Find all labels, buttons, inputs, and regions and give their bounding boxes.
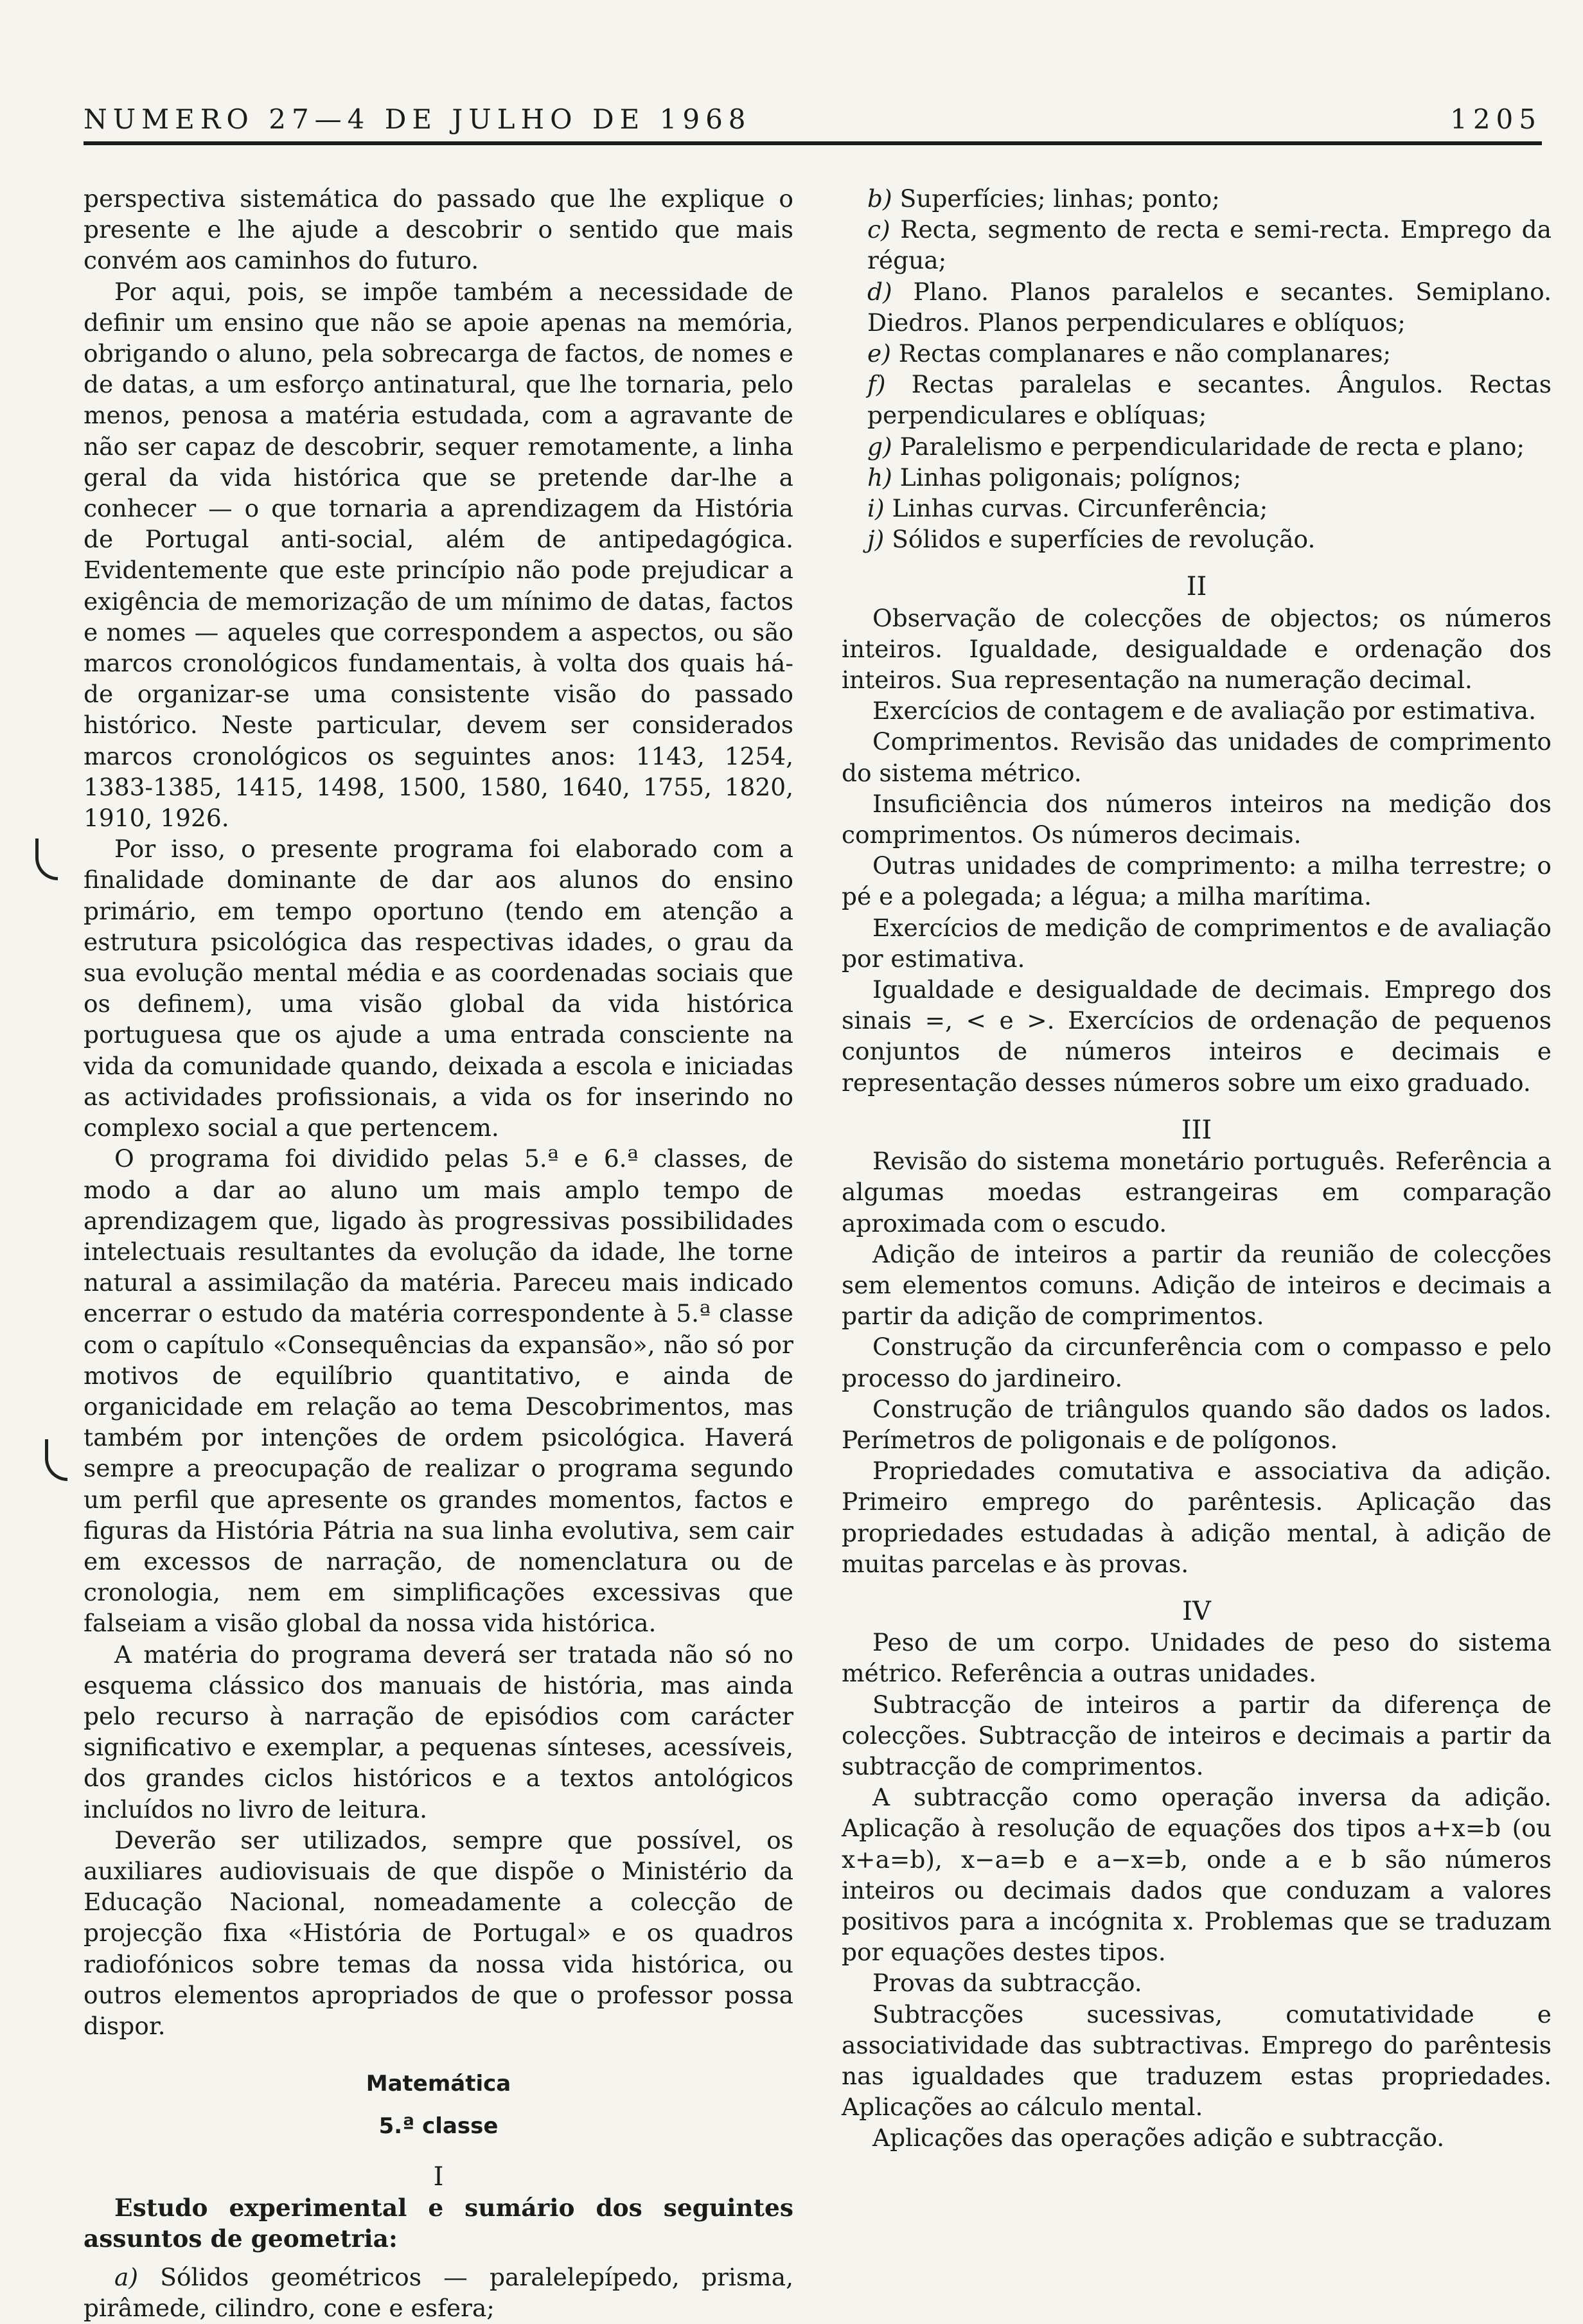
paragraph: Construção da circunferência com o compasso e pelo processo do jardineiro. (842, 1333, 1552, 1392)
paragraph: Por isso, o presente programa foi elaborado com a finalidade dominante de dar aos alunos do ensino primário, em tempo oportuno (tendo em atenção a estrutura psicológica das respectivas idades, o grau da sua evolução mental média e as coordenadas sociais que os definem), uma visão global da vida histórica portuguesa que os ajude a uma entrada consciente na vida da comunidade quando, deixada a escola e iniciadas as actividades profissionais, a vida os for inserindo no complexo social a que pertencem. (84, 835, 793, 1142)
list-label: d) (867, 277, 892, 306)
paragraph: Igualdade e desigualdade de decimais. Emprego dos sinais =, < e >. Exercícios de ordenação de pequenos conjuntos de números inteiros e decimais e representação desses números sobre um eixo graduado. (842, 975, 1552, 1097)
list-label: f) (867, 370, 886, 399)
list-label: g) (867, 432, 892, 461)
list-text: Plano. Planos paralelos e secantes. Semiplano. Diedros. Planos perpendiculares e oblíquos; (867, 277, 1552, 337)
list-text: Rectas paralelas e secantes. Ângulos. Rectas perpendiculares e oblíquas; (867, 370, 1552, 430)
list-text: Paralelismo e perpendicularidade de recta e plano; (899, 432, 1525, 461)
list-label: b) (867, 184, 892, 213)
margin-mark (45, 1439, 67, 1481)
paragraph: Outras unidades de comprimento: a milha terrestre; o pé e a polegada; a légua; a milha marítima. (842, 851, 1552, 911)
list-text: Linhas poligonais; polígnos; (899, 463, 1242, 492)
list-label: j) (867, 525, 885, 554)
paragraph: perspectiva sistemática do passado que lhe explique o presente e lhe ajude a descobrir o sentido que mais convém aos caminhos do futuro. (84, 184, 793, 275)
list-item (842, 369, 1552, 430)
list-item (842, 338, 1552, 369)
list-text: Sólidos geométricos — paralelepípedo, prisma, pirâmede, cilindro, cone e esfera; (84, 2263, 794, 2323)
paragraph: Revisão do sistema monetário português. Referência a algumas moedas estrangeiras em comparação aproximada com o escudo. (842, 1147, 1552, 1237)
paragraph: Deverão ser utilizados, sempre que possível, os auxiliares audiovisuais de que dispõe o Ministério da Educação Nacional, nomeadamente a colecção de projecção fixa «História de Portugal» e os quadros radiofónicos sobre temas da nossa vida histórica, ou outros elementos apropriados de que o professor possa dispor. (84, 1825, 793, 2040)
paragraph: Insuficiência dos números inteiros na medição dos comprimentos. Os números decimais. (842, 789, 1552, 849)
list-item (84, 2262, 793, 2323)
paragraph: Exercícios de medição de comprimentos e de avaliação por estimativa. (842, 913, 1552, 973)
section-heading: II (1186, 572, 1207, 602)
list-text: Linhas curvas. Circunferência; (892, 494, 1268, 523)
list-text: Rectas complanares e não complanares; (898, 339, 1392, 368)
paragraph: Provas da subtracção. (872, 1969, 1142, 1998)
paragraph: Subtracção de inteiros a partir da diferença de colecções. Subtracção de inteiros e decimais a partir da subtracção de comprimentos. (842, 1690, 1552, 1780)
list-label: c) (867, 215, 890, 244)
geometry-list (842, 183, 1552, 554)
list-label: h) (867, 463, 892, 492)
section-heading: IV (1182, 1596, 1211, 1626)
section-heading: I (433, 2161, 444, 2192)
list-label: a) (114, 2263, 138, 2292)
paragraph: Propriedades comutativa e associativa da adição. Primeiro emprego do parêntesis. Aplicação das propriedades estudadas à adição mental, à adição de muitas parcelas e às provas. (842, 1457, 1552, 1578)
class-title: 5.ª classe (378, 2113, 499, 2140)
paragraph: A subtracção como operação inversa da adição. Aplicação à resolução de equações dos tipos a+x=b (ou x+a=b), x−a=b e a−x=b, onde a e b são números inteiros ou decimais dados que conduzam a valores positivos para a incógnita x. Problemas que se traduzam por equações destes tipos. (842, 1783, 1552, 1967)
list-item (842, 276, 1552, 338)
paragraph: Subtracções sucessivas, comutatividade e associatividade das subtractivas. Emprego do parêntesis nas igualdades que traduzem estas propriedades. Aplicações ao cálculo mental. (842, 2000, 1552, 2122)
paragraph: Exercícios de contagem e de avaliação por estimativa. (872, 696, 1537, 725)
subject-title: Matemática (366, 2071, 511, 2097)
margin-mark (35, 838, 58, 880)
list-item (842, 493, 1552, 524)
paragraph: O programa foi dividido pelas 5.ª e 6.ª classes, de modo a dar ao aluno um mais amplo tempo de aprendizagem que, ligado às progressivas possibilidades intelectuais resultantes da evolução da idade, lhe torne natural a assimilação da matéria. Pareceu mais indicado encerrar o estudo da matéria correspondente à 5.ª classe com o capítulo «Consequências da expansão», não só por motivos de equilíbrio quantitativo, e ainda de organicidade em relação ao tema Descobrimentos, mas também por intenções de ordem psicológica. Haverá sempre a preocupação de realizar o programa segundo um perfil que apresente os grandes momentos, factos e figuras da História Pátria na sua linha evolutiva, sem cair em excessos de narração, de nomenclatura ou de cronologia, nem em simplificações excessivas que falseiam a visão global da nossa vida histórica. (84, 1144, 793, 1638)
page-number: 1205 (1450, 103, 1542, 135)
paragraph: A matéria do programa deverá ser tratada não só no esquema clássico dos manuais de história, mas ainda pelo recurso à narração de episódios com carácter significativo e exemplar, a pequenas sínteses, acessíveis, dos grandes ciclos históricos e a textos antológicos incluídos no livro de leitura. (84, 1640, 793, 1823)
paragraph: Comprimentos. Revisão das unidades de comprimento do sistema métrico. (842, 727, 1552, 787)
list-text: Recta, segmento de recta e semi-recta. Emprego da régua; (867, 215, 1552, 275)
paragraph: Peso de um corpo. Unidades de peso do sistema métrico. Referência a outras unidades. (842, 1628, 1552, 1688)
paragraph: Observação de colecções de objectos; os números inteiros. Igualdade, desigualdade e ordenação dos inteiros. Sua representação na numeração decimal. (842, 603, 1552, 695)
list-item (842, 462, 1552, 493)
list-label: i) (867, 494, 885, 523)
list-item (842, 214, 1552, 276)
list-item (842, 431, 1552, 462)
right-column (842, 183, 1552, 2154)
list-item (842, 524, 1552, 554)
paragraph: Aplicações das operações adição e subtracção. (872, 2124, 1445, 2152)
list-text: Superfícies; linhas; ponto; (899, 184, 1220, 213)
section-heading: III (1181, 1115, 1212, 1145)
left-column (84, 183, 793, 2324)
issue-date: NUMERO 27—4 DE JULHO DE 1968 (84, 103, 752, 135)
list-label: e) (867, 339, 891, 368)
section-intro: Estudo experimental e sumário dos seguintes assuntos de geometria: (84, 2193, 793, 2253)
header-rule (84, 141, 1542, 145)
page-header (84, 90, 1542, 135)
paragraph: Construção de triângulos quando são dados os lados. Perímetros de poligonais e de polígonos. (842, 1394, 1552, 1454)
paragraph: Por aqui, pois, se impõe também a necessidade de definir um ensino que não se apoie apenas na memória, obrigando o aluno, pela sobrecarga de factos, de nomes e de datas, a um esforço antinatural, que lhe tornaria, pelo menos, penosa a matéria estudada, com a agravante de não ser capaz de descobrir, sequer remotamente, a linha geral da vida histórica que se pretende dar-lhe a conhecer — o que tornaria a aprendizagem da História de Portugal anti-social, além de antipedagógica. Evidentemente que este princípio não pode prejudicar a exigência de memorização de um mínimo de datas, factos e nomes — aqueles que correspondem a aspectos, ou são marcos cronológicos fundamentais, à volta dos quais há-de organizar-se uma consistente visão do passado histórico. Neste particular, devem ser considerados marcos cronológicos os seguintes anos: 1143, 1254, 1383-1385, 1415, 1498, 1500, 1580, 1640, 1755, 1820, 1910, 1926. (84, 277, 793, 833)
paragraph: Adição de inteiros a partir da reunião de colecções sem elementos comuns. Adição de inteiros e decimais a partir da adição de comprimentos. (842, 1239, 1552, 1331)
list-text: Sólidos e superfícies de revolução. (892, 525, 1316, 554)
list-item (842, 183, 1552, 214)
